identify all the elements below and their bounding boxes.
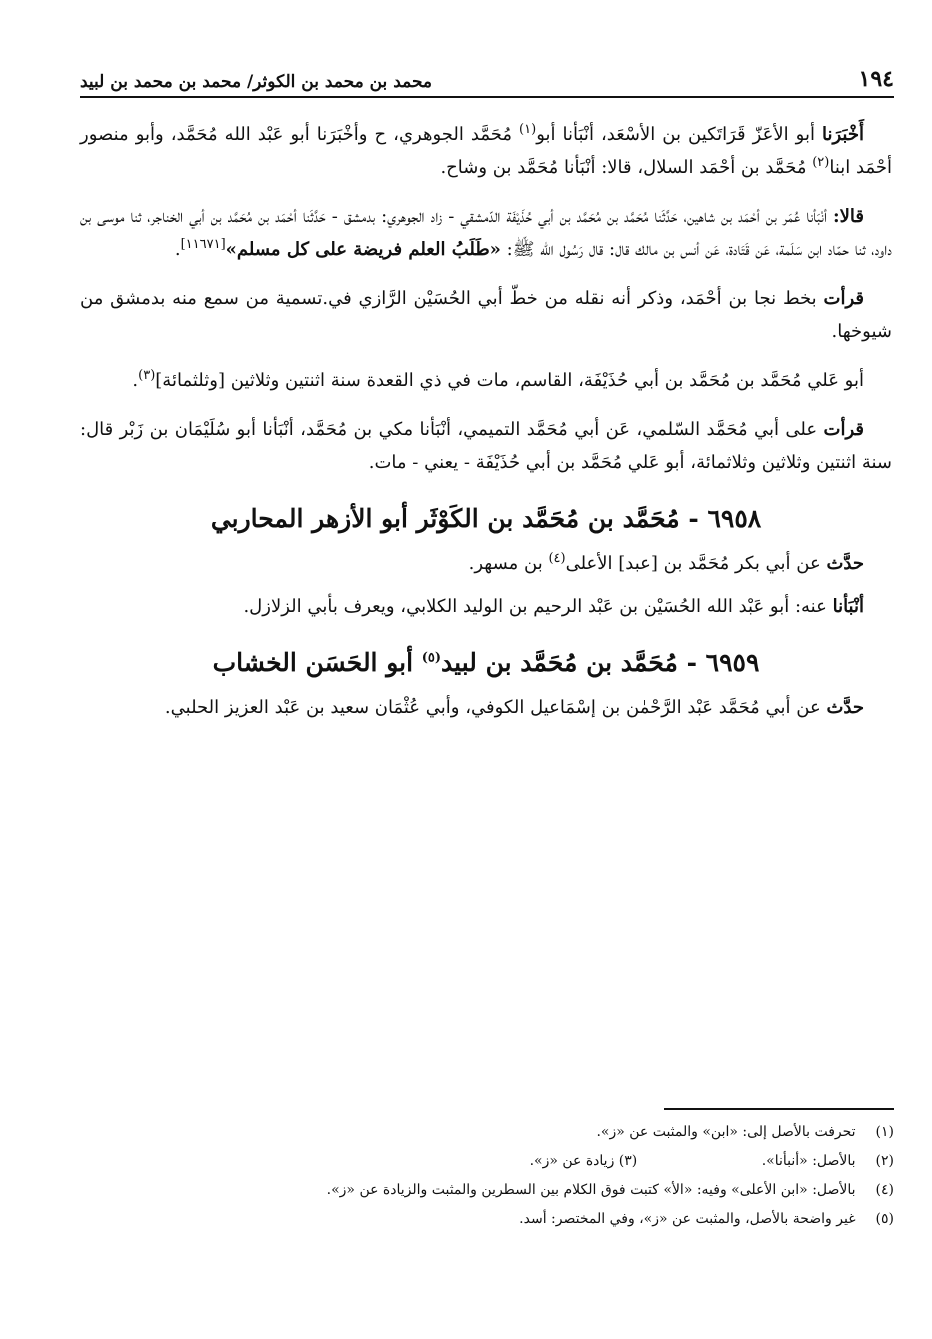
entry-6958-paragraph-1	[80, 547, 892, 580]
footnote-marker: (٢)	[812, 155, 830, 170]
paragraph-lead: قالا:	[832, 206, 864, 227]
footnote-1	[80, 1118, 894, 1147]
paragraph-text: مُحَمَّد بن أحْمَد السلال، قالا: أنْبَأنا مُحَمَّد بن وشاح.	[440, 157, 807, 178]
footnote-text: غير واضحة بالأصل، والمثبت عن «ز»، وفي المختصر: أسد.	[519, 1211, 856, 1227]
entry-title-text: ٦٩٥٩ - مُحَمَّد بن مُحَمَّد بن لبيد	[441, 648, 760, 677]
running-title: محمد بن محمد بن الكوثر/ محمد بن محمد بن لبيد	[80, 72, 433, 92]
paragraph-2	[80, 200, 892, 266]
paragraph-text: عن أبي بكر مُحَمَّد بن [عبد] الأعلى	[565, 553, 821, 574]
footnote-number: (٥)	[875, 1211, 894, 1227]
footnote-marker: (١)	[519, 122, 537, 137]
hadith-text: «طَلَبُ العلم فريضة على كل مسلم»	[225, 239, 501, 260]
entry-title-6959	[80, 643, 892, 683]
footnote-2	[80, 1147, 894, 1176]
footnote-text: تحرفت بالأصل إلى: «ابن» والمثبت عن «ز».	[596, 1124, 856, 1140]
entry-6959-paragraph-1	[80, 691, 892, 724]
paragraph-end: .	[132, 370, 139, 391]
footnote-number: (٤)	[875, 1182, 894, 1198]
page-number: ١٩٤	[858, 66, 894, 92]
paragraph-1	[80, 118, 892, 184]
footnotes	[80, 1108, 894, 1234]
footnote-number: (٢)	[875, 1153, 894, 1169]
footnote-marker: (٣)	[138, 368, 156, 383]
paragraph-text: عن أبي مُحَمَّد عَبْد الرَّحْمٰن بن إسْمَاعيل الكوفي، وأبي عُثْمَان سعيد بن عَبْد العزيز الحلبي.	[164, 697, 821, 718]
paragraph-text: مُحَمَّد الجوهري، ح وأخْبَرَنا أبو عَبْد الله مُحَمَّد، وأبو منصور أحْمَد ابنا	[80, 124, 892, 178]
paragraph-end: .	[174, 239, 181, 260]
paragraph-lead: قرأت	[823, 288, 864, 309]
paragraph-text: بن مسهر.	[468, 553, 543, 574]
entry-title-text: أبو الحَسَن الخشاب	[212, 648, 414, 677]
footnote-number: (١)	[875, 1124, 894, 1140]
main-text	[80, 118, 892, 740]
paragraph-lead: حدَّث	[826, 697, 864, 718]
footnote-3	[530, 1153, 638, 1169]
footnote-number: (٣)	[618, 1153, 638, 1169]
paragraph-text: بخط نجا بن أحْمَد، وذكر أنه نقله من خطّ أبي الحُسَيْن الرَّازي في.تسمية من سمع منه بدمشق من شيوخها.	[80, 288, 892, 342]
paragraph-4	[80, 364, 892, 397]
footnote-text: بالأصل: «ابن الأعلى» وفيه: «الأ» كتبت فوق الكلام بين السطرين والمثبت والزيادة عن «ز».	[326, 1182, 856, 1198]
paragraph-lead: أنْبَأنا	[832, 596, 864, 617]
footnote-5	[80, 1205, 894, 1234]
paragraph-text: أبو الأعَزّ قَرَاتَكين بن الأسْعَد، أنْبَأنا أبو	[536, 124, 815, 145]
paragraph-5	[80, 413, 892, 479]
hadith-reference: [١١٦٧١]	[180, 237, 226, 252]
footnote-text: زيادة عن «ز».	[529, 1153, 615, 1169]
paragraph-lead: حدَّث	[826, 553, 864, 574]
paragraph-lead: أَخْبَرَنا	[821, 124, 864, 145]
paragraph-text: أبو عَلي مُحَمَّد بن مُحَمَّد بن أبي حُذَيْفَة، القاسم، مات في ذي القعدة سنة اثنتين وثلاثين [وثلثمائة]	[155, 370, 864, 391]
footnote-divider	[664, 1108, 894, 1110]
page-header	[80, 52, 894, 98]
paragraph-text: عنه: أبو عَبْد الله الحُسَيْن بن عَبْد الرحيم بن الوليد الكلابي، ويعرف بأبي الزلازل.	[243, 596, 827, 617]
footnote-4	[80, 1176, 894, 1205]
footnote-text: بالأصل: «أنبأنا».	[761, 1153, 856, 1169]
footnote-marker: (٥)	[421, 650, 442, 666]
paragraph-3	[80, 282, 892, 348]
paragraph-lead: قرأت	[823, 419, 864, 440]
entry-6958-paragraph-2	[80, 590, 892, 623]
footnote-marker: (٤)	[548, 551, 566, 566]
entry-title-6958: ٦٩٥٨ - مُحَمَّد بن مُحَمَّد بن الكَوْثَر أبو الأزهر المحاربي	[210, 504, 762, 533]
paragraph-text: أنْبَأنا عُمَر بن أحْمَد بن شاهين، حَدَّثَنا مُحَمَّد بن مُحَمَّد بن أبي حُذَيْفَة الدّمشقي - زاد الجوهري: بدمشق - حَدَّثَنا أحْمَد بن مُحَمَّد بن أبي الخناجر، ثنا موسى بن داود، ثنا حمّاد ابن سَلَمة، عَن قَتَادة، عَن أنس بن مالك قال: قال رَسُول الله ﷺ:	[80, 206, 892, 260]
paragraph-text: على أبي مُحَمَّد السّلمي، عَن أبي مُحَمَّد التميمي، أنْبَأنا مكي بن مُحَمَّد، أنْبَأنا أبو سُلَيْمَان بن زَبْر قال: سنة اثنتين وثلاثين وثلاثمائة، أبو عَلي مُحَمَّد بن أبي حُذَيْفَة - يعني - مات.	[80, 419, 892, 473]
